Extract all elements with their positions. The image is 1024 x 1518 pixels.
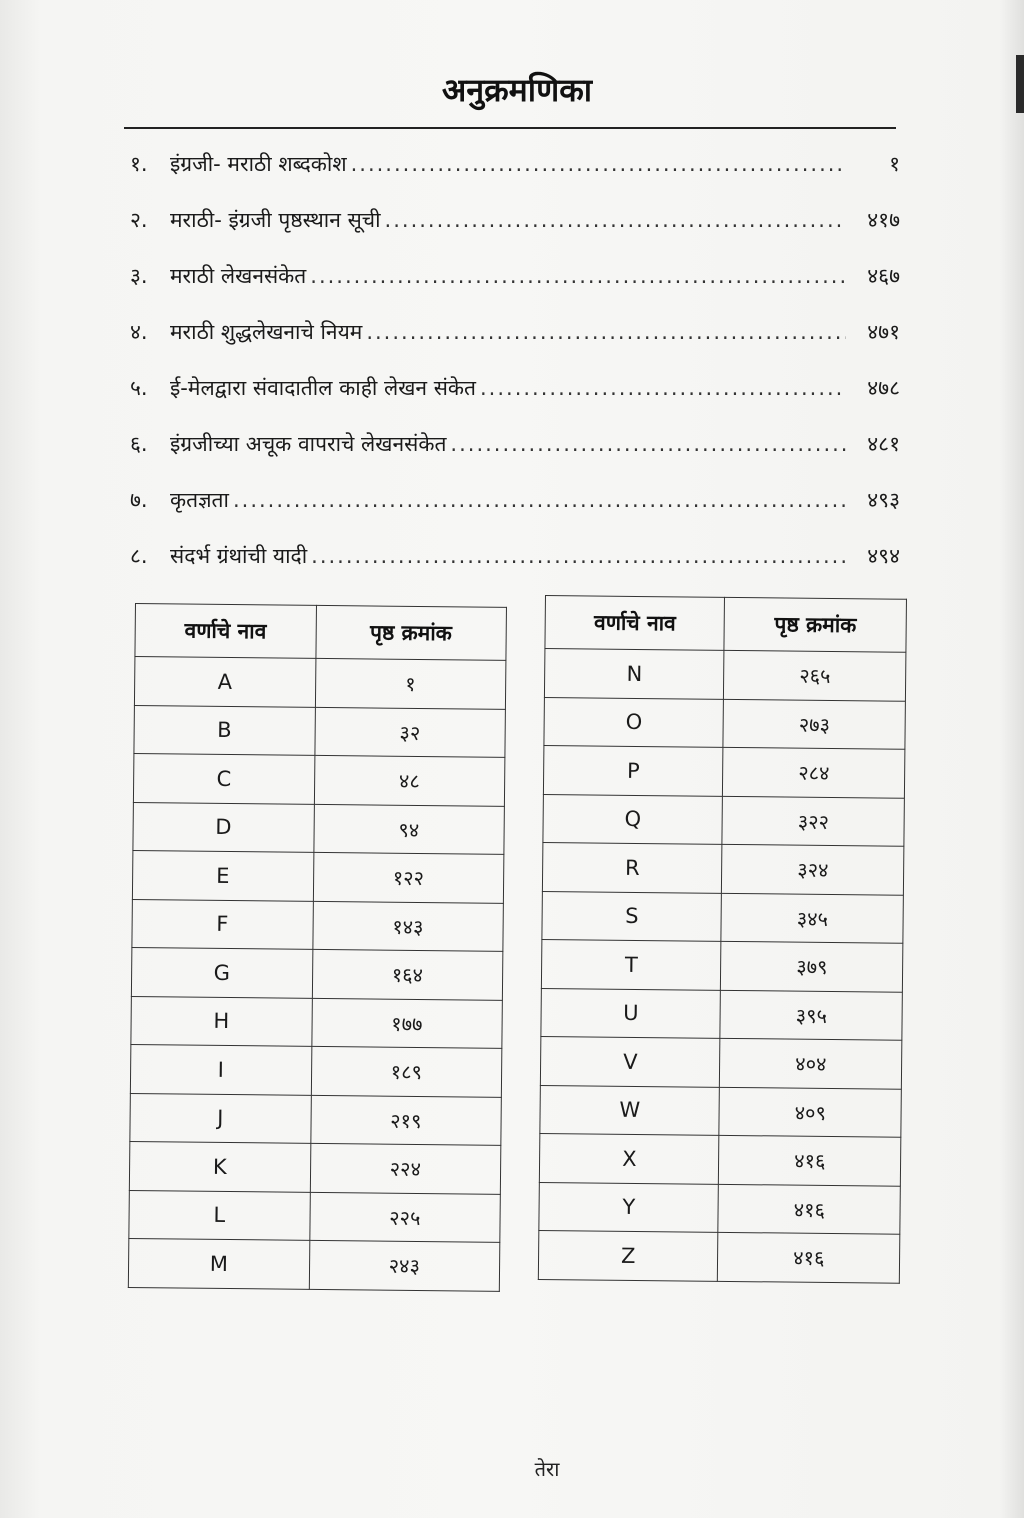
letter-cell: B <box>134 705 315 755</box>
page-cell: ४१६ <box>718 1232 900 1282</box>
toc-entry-number: ४. <box>130 320 148 344</box>
toc-leader-dots <box>310 264 846 288</box>
toc-entry-number: ८. <box>130 544 148 568</box>
page-cell: १४३ <box>312 901 503 951</box>
letter-cell: P <box>543 745 723 795</box>
table-row <box>543 794 904 846</box>
header-page-number: पृष्ठ क्रमांक <box>315 605 506 660</box>
toc-leader-dots <box>480 376 846 400</box>
table-row <box>132 899 503 951</box>
letter-cell: D <box>133 802 314 852</box>
page-cell: १८९ <box>311 1046 502 1096</box>
toc-entry <box>130 206 900 262</box>
letter-cell: N <box>544 649 724 699</box>
letter-cell: Y <box>539 1182 719 1232</box>
page-cell: १६४ <box>312 949 503 999</box>
page-cell: २१९ <box>310 1095 501 1145</box>
page-cell: १ <box>315 658 506 708</box>
toc-entry-title: कृतज्ञता <box>170 488 229 512</box>
toc-entry-number: १. <box>130 152 148 176</box>
table-row <box>129 1190 500 1242</box>
letter-cell: C <box>133 753 314 803</box>
toc-entry-page: ४१७ <box>867 208 900 232</box>
letter-cell: W <box>540 1085 720 1135</box>
table-row <box>133 753 504 805</box>
letter-cell: G <box>131 947 312 997</box>
table-row <box>130 1093 501 1145</box>
letter-cell: F <box>132 899 313 949</box>
table-row <box>540 1036 901 1088</box>
page-cell: ९४ <box>313 804 504 854</box>
toc-entry-title: संदर्भ ग्रंथांची यादी <box>170 544 308 568</box>
table-row <box>131 947 502 999</box>
title-rule <box>124 127 896 129</box>
letter-cell: Q <box>543 794 723 844</box>
page-cell: ३२४ <box>722 844 904 894</box>
page-cell: ३७९ <box>721 941 903 991</box>
toc-leader-dots <box>233 488 846 512</box>
letter-cell: X <box>539 1133 719 1183</box>
toc-entry-page: ४९४ <box>867 544 900 568</box>
table-row <box>540 1085 901 1137</box>
table-row <box>541 939 902 991</box>
table-row <box>538 1230 899 1282</box>
table-row <box>544 697 905 749</box>
letter-cell: Z <box>538 1230 718 1280</box>
letter-cell: H <box>131 996 312 1046</box>
toc-entry <box>130 262 900 318</box>
letter-cell: R <box>542 842 722 892</box>
toc-entry-number: ७. <box>130 488 148 512</box>
letter-cell: S <box>542 891 722 941</box>
header-page-number: पृष्ठ क्रमांक <box>724 597 906 652</box>
header-letter-name: वर्णाचे नाव <box>135 604 316 659</box>
toc-leader-dots <box>311 544 846 568</box>
table-header-row <box>135 604 507 661</box>
toc-entry <box>130 374 900 430</box>
toc-entry-page: ४६७ <box>867 264 900 288</box>
letter-cell: A <box>134 657 315 707</box>
toc-entry-number: ६. <box>130 432 148 456</box>
letter-index-table-left <box>128 603 507 1291</box>
page-cell: २२५ <box>309 1192 500 1242</box>
table-row <box>129 1141 500 1193</box>
table-row <box>539 1133 900 1185</box>
table-row <box>134 705 505 757</box>
table-row <box>544 649 905 701</box>
page-cell: ४१६ <box>718 1184 900 1234</box>
letter-index-table-right <box>538 595 907 1283</box>
page-cell: २६५ <box>724 650 906 700</box>
letter-cell: E <box>132 850 313 900</box>
toc-entry-number: ५. <box>130 376 148 400</box>
table-header-row <box>545 596 907 653</box>
toc-entry-title: मराठी लेखनसंकेत <box>170 264 307 288</box>
toc-entry-number: ३. <box>130 264 148 288</box>
letter-cell: J <box>130 1093 311 1143</box>
toc-entry-title: इंग्रजी- मराठी शब्दकोश <box>170 152 347 176</box>
page-cell: ३९५ <box>720 990 902 1040</box>
page-cell: २२४ <box>310 1143 501 1193</box>
page-cell: ३४५ <box>721 893 903 943</box>
table-row <box>134 657 505 709</box>
table-row <box>539 1182 900 1234</box>
toc-entry <box>130 430 900 486</box>
header-letter-name: वर्णाचे नाव <box>545 596 725 651</box>
page-cell: १२२ <box>313 852 504 902</box>
table-row <box>542 842 903 894</box>
toc-entry-page: १ <box>889 152 900 176</box>
toc-entry <box>130 150 900 206</box>
page-cell: ३२ <box>314 707 505 757</box>
page-title: अनुक्रमणिका <box>441 71 593 109</box>
page-cell: ४०४ <box>720 1038 902 1088</box>
toc-entry <box>130 318 900 374</box>
letter-cell: T <box>541 939 721 989</box>
toc-entry-title: मराठी- इंग्रजी पृष्ठस्थान सूची <box>170 208 381 232</box>
table-of-contents <box>130 150 900 598</box>
toc-entry-page: ४७८ <box>867 376 900 400</box>
table-row <box>541 988 902 1040</box>
toc-entry-page: ४९३ <box>867 488 900 512</box>
table-row <box>133 802 504 854</box>
toc-leader-dots <box>450 432 846 456</box>
table-row <box>130 1044 501 1096</box>
toc-entry-page: ४८१ <box>867 432 900 456</box>
page-cell: ४८ <box>314 755 505 805</box>
toc-entry-title: ई-मेलद्वारा संवादातील काही लेखन संकेत <box>170 376 476 400</box>
letter-cell: L <box>129 1190 310 1240</box>
page-cell: २७३ <box>723 699 905 749</box>
page-number-footer: तेरा <box>534 1457 560 1481</box>
toc-entry-page: ४७१ <box>867 320 900 344</box>
page-cell: ४१६ <box>719 1135 901 1185</box>
toc-entry-title: इंग्रजीच्या अचूक वापराचे लेखनसंकेत <box>170 432 447 456</box>
table-row <box>131 996 502 1048</box>
letter-cell: V <box>540 1036 720 1086</box>
letter-cell: K <box>129 1141 310 1191</box>
letter-cell: U <box>541 988 721 1038</box>
letter-cell: M <box>128 1238 309 1288</box>
page-cell: १७७ <box>311 998 502 1048</box>
table-row <box>543 745 904 797</box>
table-row <box>132 850 503 902</box>
toc-entry-number: २. <box>130 208 148 232</box>
table-row <box>128 1238 499 1290</box>
table-row <box>542 891 903 943</box>
toc-entry <box>130 542 900 598</box>
toc-leader-dots <box>385 208 846 232</box>
page-cell: ४०९ <box>719 1087 901 1137</box>
page-cell: २४३ <box>309 1240 500 1290</box>
page-cell: २८४ <box>723 747 905 797</box>
letter-cell: I <box>130 1044 311 1094</box>
letter-cell: O <box>544 697 724 747</box>
toc-entry-title: मराठी शुद्धलेखनाचे नियम <box>170 320 363 344</box>
toc-leader-dots <box>366 320 846 344</box>
toc-entry <box>130 486 900 542</box>
page-cell: ३२२ <box>722 796 904 846</box>
toc-leader-dots <box>351 152 846 176</box>
